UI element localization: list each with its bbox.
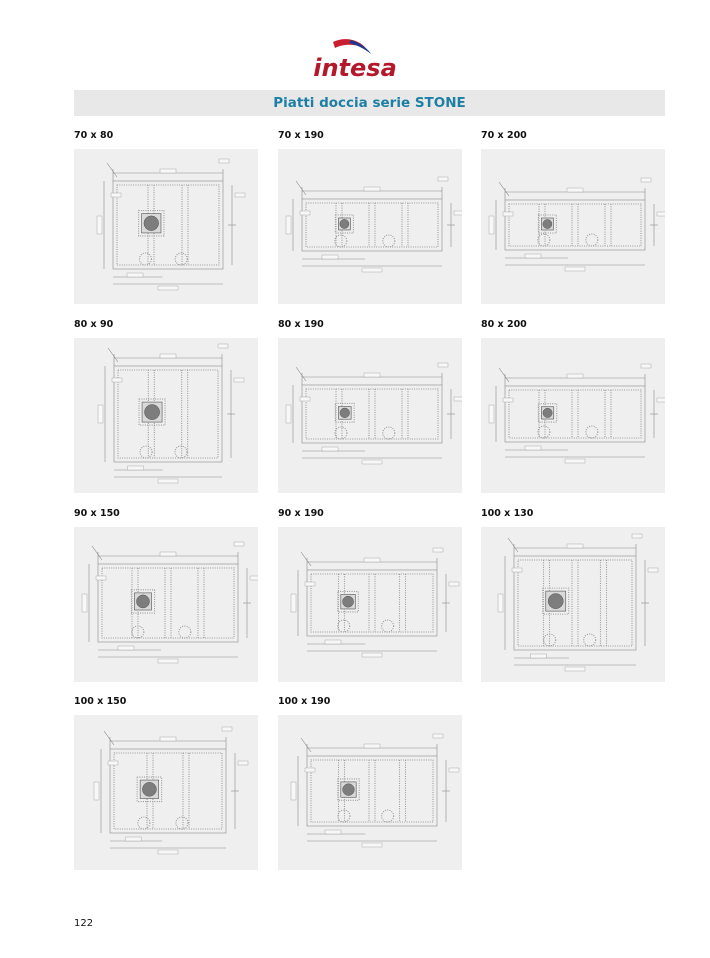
drain-hole — [136, 595, 149, 608]
support-foot — [586, 234, 598, 246]
drawing-80x200 — [481, 318, 665, 493]
dimension-tag — [94, 782, 99, 800]
dimension-tag — [291, 782, 296, 800]
drawing-label: 100 x 130 — [481, 508, 534, 519]
dimension-tag — [286, 216, 291, 234]
drain-hole — [548, 594, 563, 609]
tray-inner-contour — [509, 390, 641, 438]
drawing-70x80 — [74, 129, 258, 304]
dimension-tag — [158, 659, 178, 663]
dimension-tag — [158, 286, 178, 290]
support-foot — [382, 620, 394, 632]
leader-line — [108, 348, 118, 362]
support-foot — [584, 634, 596, 646]
dimension-tag — [438, 363, 448, 367]
drawing-label: 90 x 150 — [74, 508, 120, 519]
drain-hole — [343, 596, 354, 607]
dimension-tag — [364, 558, 380, 562]
tray-outline — [505, 200, 645, 250]
dimension-tag — [641, 364, 651, 368]
support-foot — [175, 446, 187, 458]
tray-outline — [110, 749, 226, 833]
tray-inner-contour — [311, 574, 433, 632]
dimension-tag — [657, 398, 665, 402]
dimension-tag — [286, 405, 291, 423]
support-foot — [139, 253, 151, 265]
drawing-label: 70 x 80 — [74, 130, 114, 141]
tray-outline — [113, 181, 223, 269]
leader-line — [301, 552, 311, 566]
dimension-tag — [364, 373, 380, 377]
dimension-tag — [648, 568, 658, 572]
drawing-80x90 — [74, 318, 258, 493]
technical-drawing-panel — [481, 338, 665, 493]
dimension-tag — [118, 646, 134, 650]
support-foot — [179, 626, 191, 638]
dimension-tag — [108, 761, 118, 765]
dimension-tag — [362, 653, 382, 657]
support-foot — [338, 620, 350, 632]
tray-inner-contour — [117, 185, 219, 265]
dimension-tag — [503, 212, 513, 216]
tray-inner-contour — [306, 389, 438, 439]
tray-outline — [114, 366, 222, 462]
dimension-tag — [112, 378, 122, 382]
support-foot — [586, 426, 598, 438]
drawing-label: 80 x 190 — [278, 319, 324, 330]
leader-line — [92, 546, 102, 560]
dimension-tag — [322, 447, 338, 451]
dimension-tag — [489, 405, 494, 423]
dimension-tag — [525, 254, 541, 258]
leader-line — [104, 731, 114, 745]
technical-drawing-panel — [278, 149, 462, 304]
leader-line — [296, 367, 306, 381]
tray-outline — [302, 385, 442, 443]
drawing-label: 90 x 190 — [278, 508, 324, 519]
dimension-tag — [498, 594, 503, 612]
dimension-tag — [362, 268, 382, 272]
dimension-tag — [305, 582, 315, 586]
dimension-tag — [160, 737, 176, 741]
technical-drawing-panel — [481, 149, 665, 304]
leader-line — [508, 538, 518, 552]
dimension-tag — [235, 193, 245, 197]
tray-outline — [98, 564, 238, 642]
dimension-tag — [96, 576, 106, 580]
leader-line — [499, 182, 509, 196]
support-foot — [538, 426, 550, 438]
tray-outline — [505, 386, 645, 442]
support-foot — [175, 253, 187, 265]
drain-hole — [343, 784, 355, 796]
technical-drawing — [278, 527, 462, 682]
drain-hole — [144, 216, 159, 231]
technical-drawing-panel — [278, 527, 462, 682]
tray-inner-contour — [102, 568, 234, 638]
drawing-label: 100 x 190 — [278, 696, 331, 707]
dimension-tag — [433, 734, 443, 738]
technical-drawing-panel — [74, 338, 258, 493]
dimension-tag — [160, 552, 176, 556]
leader-line — [499, 368, 509, 382]
technical-drawing — [74, 715, 258, 870]
drawing-100x150 — [74, 695, 258, 870]
dimension-tag — [218, 344, 228, 348]
technical-drawing — [74, 527, 258, 682]
drawing-label: 100 x 150 — [74, 696, 127, 707]
dimension-tag — [565, 459, 585, 463]
leader-line — [107, 163, 117, 177]
tray-inner-contour — [118, 370, 218, 458]
support-foot — [382, 810, 394, 822]
dimension-tag — [158, 850, 178, 854]
drawing-label: 80 x 200 — [481, 319, 527, 330]
dimension-tag — [305, 768, 315, 772]
dimension-tag — [449, 768, 459, 772]
dimension-tag — [362, 843, 382, 847]
tray-outline — [307, 570, 437, 636]
drawing-label: 70 x 190 — [278, 130, 324, 141]
dimension-tag — [565, 667, 585, 671]
intesa-logo — [0, 34, 710, 84]
drawing-label: 70 x 200 — [481, 130, 527, 141]
technical-drawing — [481, 338, 665, 493]
support-foot — [140, 446, 152, 458]
dimension-tag — [454, 211, 462, 215]
page-title-bar — [74, 90, 665, 116]
drain-hole — [543, 408, 552, 417]
technical-drawing-panel — [278, 338, 462, 493]
technical-drawing — [278, 715, 462, 870]
support-foot — [383, 235, 395, 247]
dimension-tag — [503, 398, 513, 402]
dimension-tag — [567, 544, 583, 548]
dimension-tag — [222, 727, 232, 731]
dimension-tag — [454, 397, 462, 401]
drawing-90x190 — [278, 507, 462, 682]
tray-inner-contour — [114, 753, 222, 829]
dimension-tag — [489, 216, 494, 234]
dimension-tag — [160, 354, 176, 358]
dimension-tag — [234, 378, 244, 382]
drawing-100x130 — [481, 507, 665, 682]
svg-text:intesa: intesa — [313, 54, 397, 82]
dimension-tag — [567, 374, 583, 378]
drain-hole — [142, 782, 156, 796]
dimension-tag — [530, 654, 546, 658]
dimension-tag — [325, 830, 341, 834]
tray-inner-contour — [306, 203, 438, 247]
tray-inner-contour — [311, 760, 433, 822]
tray-inner-contour — [518, 560, 632, 646]
dimension-tag — [512, 568, 522, 572]
tray-outline — [302, 199, 442, 251]
dimension-tag — [127, 273, 143, 277]
technical-drawing-panel — [481, 527, 665, 682]
leader-line — [296, 181, 306, 195]
support-foot — [132, 626, 144, 638]
dimension-tag — [300, 211, 310, 215]
drain-hole — [543, 219, 552, 228]
support-foot — [383, 427, 395, 439]
technical-drawing — [74, 338, 258, 493]
tray-outline — [307, 756, 437, 826]
technical-drawing — [278, 338, 462, 493]
drain-hole — [144, 404, 159, 419]
dimension-tag — [438, 177, 448, 181]
dimension-tag — [250, 576, 258, 580]
technical-drawing-panel — [74, 527, 258, 682]
dimension-tag — [322, 255, 338, 259]
dimension-tag — [364, 744, 380, 748]
technical-drawing — [278, 149, 462, 304]
dimension-tag — [111, 193, 121, 197]
support-foot — [335, 427, 347, 439]
dimension-tag — [291, 594, 296, 612]
dimension-tag — [160, 169, 176, 173]
dimension-tag — [567, 188, 583, 192]
drawing-100x190 — [278, 695, 462, 870]
technical-drawing — [481, 149, 665, 304]
dimension-tag — [525, 446, 541, 450]
technical-drawing — [481, 527, 665, 682]
page-number: 122 — [74, 918, 94, 929]
drawing-70x200 — [481, 129, 665, 304]
tray-inner-contour — [509, 204, 641, 246]
dimension-tag — [98, 405, 103, 423]
tray-outline — [514, 556, 636, 650]
dimension-tag — [362, 460, 382, 464]
dimension-tag — [82, 594, 87, 612]
dimension-tag — [158, 479, 178, 483]
dimension-tag — [433, 548, 443, 552]
page-title: Piatti doccia serie STONE — [273, 95, 466, 111]
dimension-tag — [97, 216, 102, 234]
technical-drawing — [74, 149, 258, 304]
leader-line — [301, 738, 311, 752]
dimension-tag — [219, 159, 229, 163]
dimension-tag — [565, 267, 585, 271]
drawing-label: 80 x 90 — [74, 319, 114, 330]
dimension-tag — [364, 187, 380, 191]
support-foot — [138, 817, 150, 829]
dimension-tag — [641, 178, 651, 182]
dimension-tag — [238, 761, 248, 765]
support-foot — [335, 235, 347, 247]
technical-drawing-panel — [278, 715, 462, 870]
dimension-tag — [657, 212, 665, 216]
drawing-70x190 — [278, 129, 462, 304]
dimension-tag — [632, 534, 642, 538]
dimension-tag — [128, 466, 144, 470]
technical-drawing-panel — [74, 715, 258, 870]
dimension-tag — [234, 542, 244, 546]
dimension-tag — [325, 640, 341, 644]
technical-drawing-panel — [74, 149, 258, 304]
support-foot — [338, 810, 350, 822]
support-foot — [544, 634, 556, 646]
support-foot — [538, 234, 550, 246]
drain-hole — [340, 219, 349, 228]
dimension-tag — [300, 397, 310, 401]
drawing-90x150 — [74, 507, 258, 682]
dimension-tag — [449, 582, 459, 586]
dimension-tag — [125, 837, 141, 841]
drain-hole — [340, 408, 350, 418]
support-foot — [176, 817, 188, 829]
drawing-80x190 — [278, 318, 462, 493]
